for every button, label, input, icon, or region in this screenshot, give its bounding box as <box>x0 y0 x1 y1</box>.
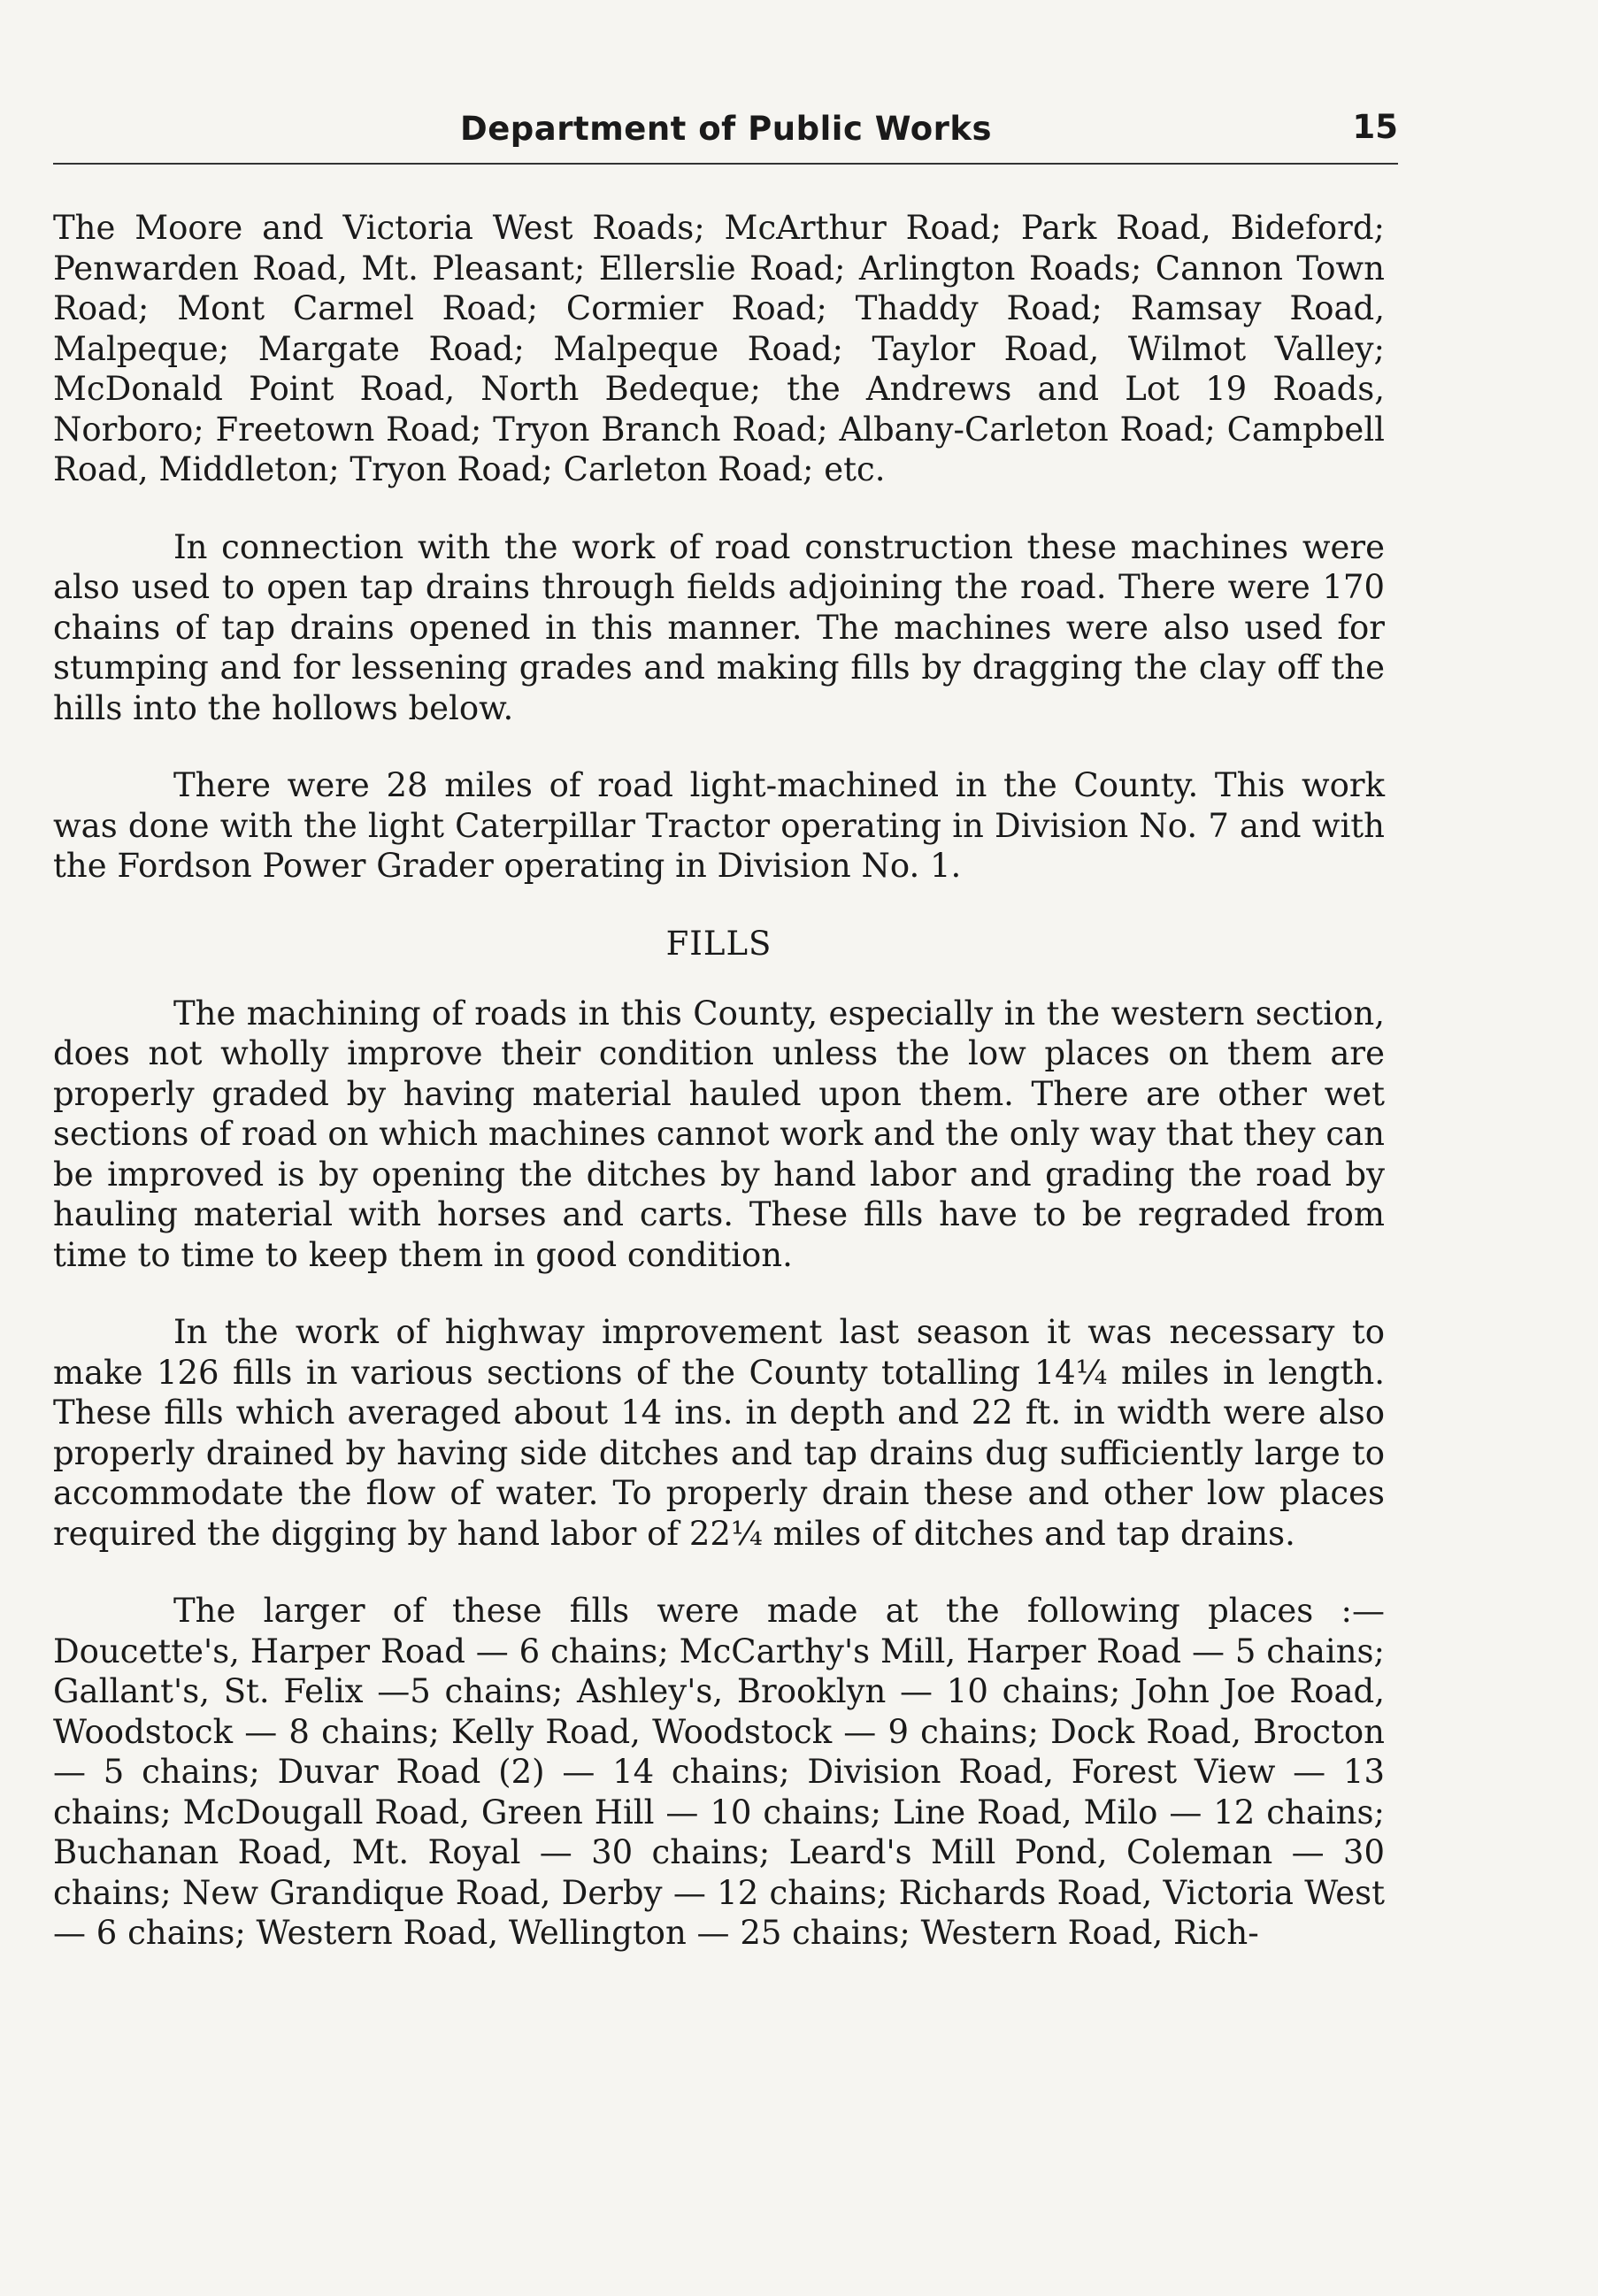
paragraph-fills-places: The larger of these fills were made at the following places :— Doucette's, Harper Road — 6 chains; McCarthy's Mill, Harper Road — 5 chains; Gallant's, St. Felix —5 chains; Ashley's, Brooklyn — 10 chains; John Joe Road, Woodstock — 8 chains; Kelly Road, Woodstock — 9 chains; Dock Road, Brocton — 5 chains; Duvar Road (2) — 14 chains; Division Road, Forest View — 13 chains; McDougall Road, Green Hill — 10 chains; Line Road, Milo — 12 chains; Buchanan Road, Mt. Royal — 30 chains; Leard's Mill Pond, Coleman — 30 chains; New Grandique Road, Derby — 12 chains; Richards Road, Victoria West — 6 chains; Western Road, Wellington — 25 chains; Western Road, Rich- <box>53 1592 1385 1952</box>
page-header <box>53 104 1398 166</box>
paragraph-light-machined: There were 28 miles of road light-machined in the County. This work was done with the light Caterpillar Tractor operating in Division No. 7 and with the Fordson Power Grader operating in Division No. 1. <box>53 766 1385 885</box>
paragraph-fills-improvement: In the work of highway improvement last season it was necessary to make 126 fills in various sections of the County totalling 14¼ miles in length. These fills which averaged about 14 ins. in depth and 22 ft. in width were also properly drained by having side ditches and tap drains dug sufficiently large to accommodate the flow of water. To properly drain these and other low places required the digging by hand labor of 22¼ miles of ditches and tap drains. <box>53 1313 1385 1553</box>
paragraph-tap-drains: In connection with the work of road construction these machines were also used to open tap drains through fields adjoining the road. There were 170 chains of tap drains opened in this manner. The machines were also used for stumping and for lessening grades and making fills by dragging the clay off the hills into the hollows below. <box>53 527 1385 727</box>
running-title: Department of Public Works <box>460 110 993 148</box>
page-number: 15 <box>1352 108 1398 146</box>
paragraph-road-list: The Moore and Victoria West Roads; McArthur Road; Park Road, Bideford; Penwarden Road, Mt. Pleasant; Ellerslie Road; Arlington Roads; Cannon Town Road; Mont Carmel Road; Cormier Road; Thaddy Road; Ramsay Road, Malpeque; Margate Road; Malpeque Road; Taylor Road, Wilmot Valley; McDonald Point Road, North Bedeque; the Andrews and Lot 19 Roads, Norboro; Freetown Road; Tryon Branch Road; Albany-Carleton Road; Campbell Road, Middleton; Tryon Road; Carleton Road; etc. <box>53 209 1385 488</box>
paragraph-fills-machining: The machining of roads in this County, especially in the western section, does not wholly improve their condition unless the low places on them are properly graded by having material hauled upon them. There are other wet sections of road on which machines cannot work and the only way that they can be improved is by opening the ditches by hand labor and grading the road by hauling material with horses and carts. These fills have to be regraded from time to time to keep them in good condition. <box>53 994 1385 1274</box>
header-rule <box>53 163 1398 165</box>
section-heading-fills: FILLS <box>665 924 772 963</box>
page-body <box>53 208 1385 1991</box>
